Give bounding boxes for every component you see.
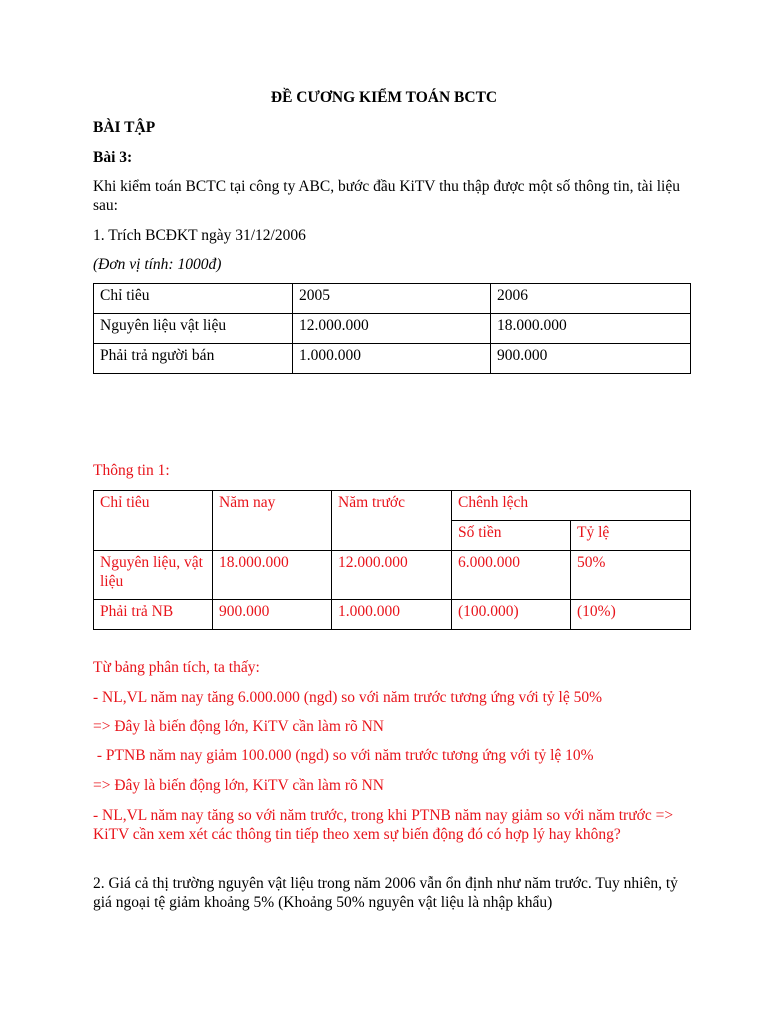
table-cell: 1.000.000 (332, 600, 452, 630)
intro-paragraph: Khi kiểm toán BCTC tại công ty ABC, bước đầu KiTV thu thập được một số thông tin, tài liệu sau: (93, 178, 680, 214)
analysis-line: => Đây là biến động lớn, KiTV cần làm rõ NN (93, 777, 384, 794)
table-cell: 900.000 (491, 344, 691, 374)
table-cell: Phải trả NB (94, 600, 213, 630)
table-cell: Chỉ tiêu (94, 284, 293, 314)
analysis-line: Từ bảng phân tích, ta thấy: (93, 659, 260, 676)
section-heading-bai-tap: BÀI TẬP (93, 119, 156, 136)
table-cell: 2006 (491, 284, 691, 314)
table-cell: Số tiền (452, 521, 571, 551)
analysis-paragraph: - NL,VL năm nay tăng so với năm trước, trong khi PTNB năm nay giảm so với năm trước => KiTV cần xem xét các thông tin tiếp theo xem sự biến động đó có hợp lý hay không? (93, 807, 674, 843)
table-row (94, 314, 691, 344)
table-cell: 1.000.000 (293, 344, 491, 374)
table-header-row (94, 284, 691, 314)
table-cell: Chỉ tiêu (94, 491, 213, 551)
table-cell: Nguyên liệu vật liệu (94, 314, 293, 344)
table-cell: Phải trả người bán (94, 344, 293, 374)
item-1-text: 1. Trích BCĐKT ngày 31/12/2006 (93, 227, 306, 244)
table-header-row (94, 491, 691, 521)
analysis-line: - NL,VL năm nay tăng 6.000.000 (ngd) so với năm trước tương ứng với tỷ lệ 50% (93, 689, 602, 706)
analysis-table (93, 490, 691, 630)
unit-note: (Đơn vị tính: 1000đ) (93, 256, 222, 273)
table-cell: Tỷ lệ (571, 521, 691, 551)
table-cell: Năm nay (213, 491, 332, 551)
analysis-line: => Đây là biến động lớn, KiTV cần làm rõ NN (93, 718, 384, 735)
table-cell: 2005 (293, 284, 491, 314)
table-cell: 6.000.000 (452, 551, 571, 600)
table-cell: (100.000) (452, 600, 571, 630)
table-row (94, 551, 691, 600)
table-cell: 18.000.000 (491, 314, 691, 344)
analysis-line: - PTNB năm nay giảm 100.000 (ngd) so với năm trước tương ứng với tỷ lệ 10% (93, 747, 594, 764)
table-cell: 50% (571, 551, 691, 600)
table-cell: Năm trước (332, 491, 452, 551)
document-title: ĐỀ CƯƠNG KIỂM TOÁN BCTC (270, 89, 498, 106)
table-cell: 900.000 (213, 600, 332, 630)
table-cell: 18.000.000 (213, 551, 332, 600)
balance-sheet-table (93, 283, 691, 374)
table-cell: (10%) (571, 600, 691, 630)
table-cell: 12.000.000 (293, 314, 491, 344)
table-row (94, 600, 691, 630)
exercise-heading: Bài 3: (93, 149, 133, 166)
table-cell: Nguyên liệu, vật liệu (94, 551, 213, 600)
table-cell: 12.000.000 (332, 551, 452, 600)
info-label: Thông tin 1: (93, 462, 170, 479)
table-cell: Chênh lệch (452, 491, 691, 521)
table-row (94, 344, 691, 374)
item-2-text: 2. Giá cả thị trường nguyên vật liệu trong năm 2006 vẫn ổn định như năm trước. Tuy nhiên, tỷ giá ngoại tệ giảm khoảng 5% (Khoảng 50% nguyên vật liệu là nhập khẩu) (93, 875, 678, 911)
